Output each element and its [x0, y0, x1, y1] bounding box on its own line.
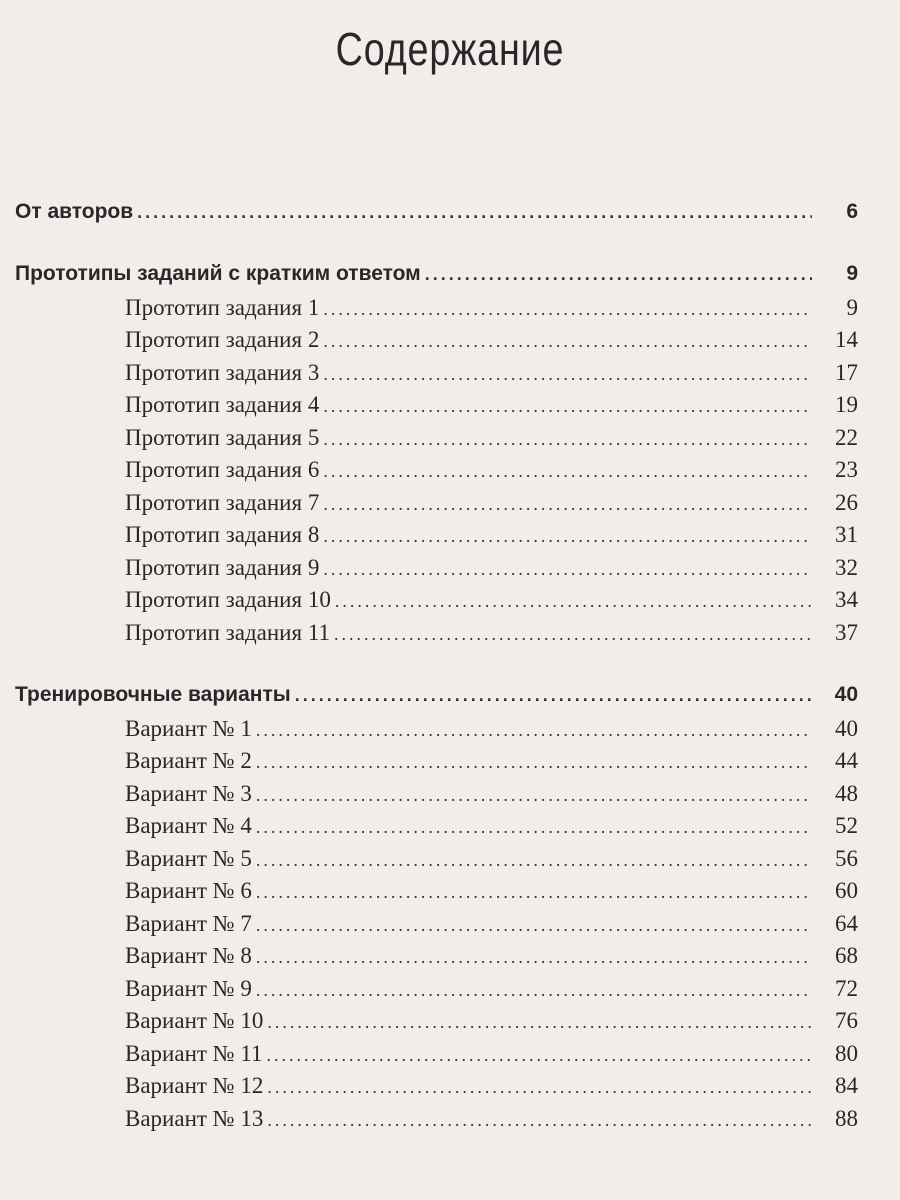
- entry-title: Вариант № 4: [125, 813, 252, 838]
- entry-title: Вариант № 3: [125, 780, 252, 806]
- page-number: 40: [834, 683, 858, 706]
- toc-entry: [0, 976, 858, 1006]
- page-number: 76: [835, 1008, 858, 1033]
- dot-leader: [323, 331, 812, 352]
- entry-title: Вариант № 6: [125, 878, 252, 903]
- toc-entry: [0, 813, 858, 843]
- toc-entry: [0, 490, 858, 520]
- toc-entry: [0, 1106, 858, 1136]
- dot-leader: [425, 264, 812, 285]
- page-number: 6: [846, 200, 858, 223]
- entry-title: Вариант № 7: [125, 910, 252, 936]
- page-number: 17: [835, 359, 858, 385]
- entry-title: Прототип задания 9: [125, 554, 320, 580]
- toc-entry: [0, 392, 858, 422]
- entry-title: Прототип задания 6: [125, 457, 320, 482]
- dot-leader: [334, 624, 812, 645]
- dot-leader: [323, 461, 812, 482]
- page-number: 40: [835, 715, 858, 741]
- page-number: 23: [835, 457, 858, 482]
- toc-entry: [0, 555, 858, 585]
- dot-leader: [267, 1045, 812, 1066]
- entry-title: От авторов: [15, 200, 134, 223]
- toc-entry: [0, 911, 858, 941]
- page-number: 14: [835, 327, 858, 352]
- dot-leader: [323, 559, 812, 580]
- page-number: 48: [835, 780, 858, 806]
- dot-leader: [323, 429, 812, 450]
- entry-title: Вариант № 5: [125, 845, 252, 871]
- toc-entry: [0, 943, 858, 973]
- entry-title: Прототип задания 1: [125, 294, 320, 320]
- entry-title: Вариант № 12: [125, 1073, 264, 1098]
- toc-entry: [0, 620, 858, 650]
- toc-section: [0, 200, 858, 230]
- toc-entry: [0, 295, 858, 325]
- toc-entry: [0, 425, 858, 455]
- page-number: 52: [835, 813, 858, 838]
- dot-leader: [137, 202, 812, 223]
- entry-title: Вариант № 8: [125, 943, 252, 968]
- dot-leader: [323, 526, 812, 547]
- toc-entry: [0, 360, 858, 390]
- page-number: 34: [835, 587, 858, 612]
- dot-leader: [256, 850, 812, 871]
- entry-title: Вариант № 13: [125, 1105, 264, 1131]
- entry-title: Вариант № 9: [125, 975, 252, 1001]
- dot-leader: [256, 882, 812, 903]
- dot-leader: [256, 915, 812, 936]
- dot-leader: [267, 1077, 812, 1098]
- entry-title: Вариант № 11: [125, 1040, 263, 1066]
- toc-entry: [0, 1008, 858, 1038]
- entry-title: Прототип задания 7: [125, 489, 320, 515]
- entry-title: Тренировочные варианты: [15, 683, 291, 706]
- dot-leader: [323, 494, 812, 515]
- toc-entry: [0, 587, 858, 617]
- dot-leader: [335, 591, 812, 612]
- toc-entry: [0, 327, 858, 357]
- entry-title: Прототип задания 4: [125, 392, 320, 417]
- toc-entry: [0, 457, 858, 487]
- dot-leader: [256, 947, 812, 968]
- toc-section: [0, 262, 858, 292]
- page-number: 26: [835, 489, 858, 515]
- entry-title: Прототип задания 5: [125, 424, 320, 450]
- page-number: 9: [846, 294, 858, 320]
- dot-leader: [256, 752, 812, 773]
- dot-leader: [295, 685, 812, 706]
- entry-title: Вариант № 2: [125, 748, 252, 773]
- page-number: 60: [835, 878, 858, 903]
- dot-leader: [323, 299, 812, 320]
- toc-entry: [0, 878, 858, 908]
- toc-section: [0, 683, 858, 713]
- entry-title: Прототип задания 11: [125, 619, 330, 645]
- dot-leader: [267, 1110, 812, 1131]
- entry-title: Прототип задания 10: [125, 587, 331, 612]
- page-number: 68: [835, 943, 858, 968]
- entry-title: Прототип задания 2: [125, 327, 320, 352]
- page-title: Содержание: [335, 23, 565, 75]
- toc-entry: [0, 716, 858, 746]
- page-number: 88: [835, 1105, 858, 1131]
- toc-entry: [0, 522, 858, 552]
- toc-entry: [0, 1041, 858, 1071]
- page-number: 84: [835, 1073, 858, 1098]
- page-number: 64: [835, 910, 858, 936]
- page-number: 9: [846, 262, 858, 285]
- dot-leader: [323, 396, 812, 417]
- dot-leader: [256, 720, 812, 741]
- toc-entry: [0, 748, 858, 778]
- page-number: 22: [835, 424, 858, 450]
- page-number: 44: [835, 748, 858, 773]
- entry-title: Вариант № 10: [125, 1008, 264, 1033]
- dot-leader: [256, 785, 812, 806]
- dot-leader: [267, 1012, 812, 1033]
- dot-leader: [256, 980, 812, 1001]
- dot-leader: [323, 364, 812, 385]
- page-number: 19: [835, 392, 858, 417]
- page-number: 56: [835, 845, 858, 871]
- page-number: 80: [835, 1040, 858, 1066]
- page-number: 72: [835, 975, 858, 1001]
- page-number: 37: [835, 619, 858, 645]
- entry-title: Вариант № 1: [125, 715, 252, 741]
- toc-entry: [0, 781, 858, 811]
- toc-entry: [0, 1073, 858, 1103]
- dot-leader: [256, 817, 812, 838]
- page-number: 31: [835, 522, 858, 547]
- entry-title: Прототип задания 3: [125, 359, 320, 385]
- page-number: 32: [835, 554, 858, 580]
- entry-title: Прототипы заданий с кратким ответом: [15, 262, 421, 285]
- entry-title: Прототип задания 8: [125, 522, 320, 547]
- toc-entry: [0, 846, 858, 876]
